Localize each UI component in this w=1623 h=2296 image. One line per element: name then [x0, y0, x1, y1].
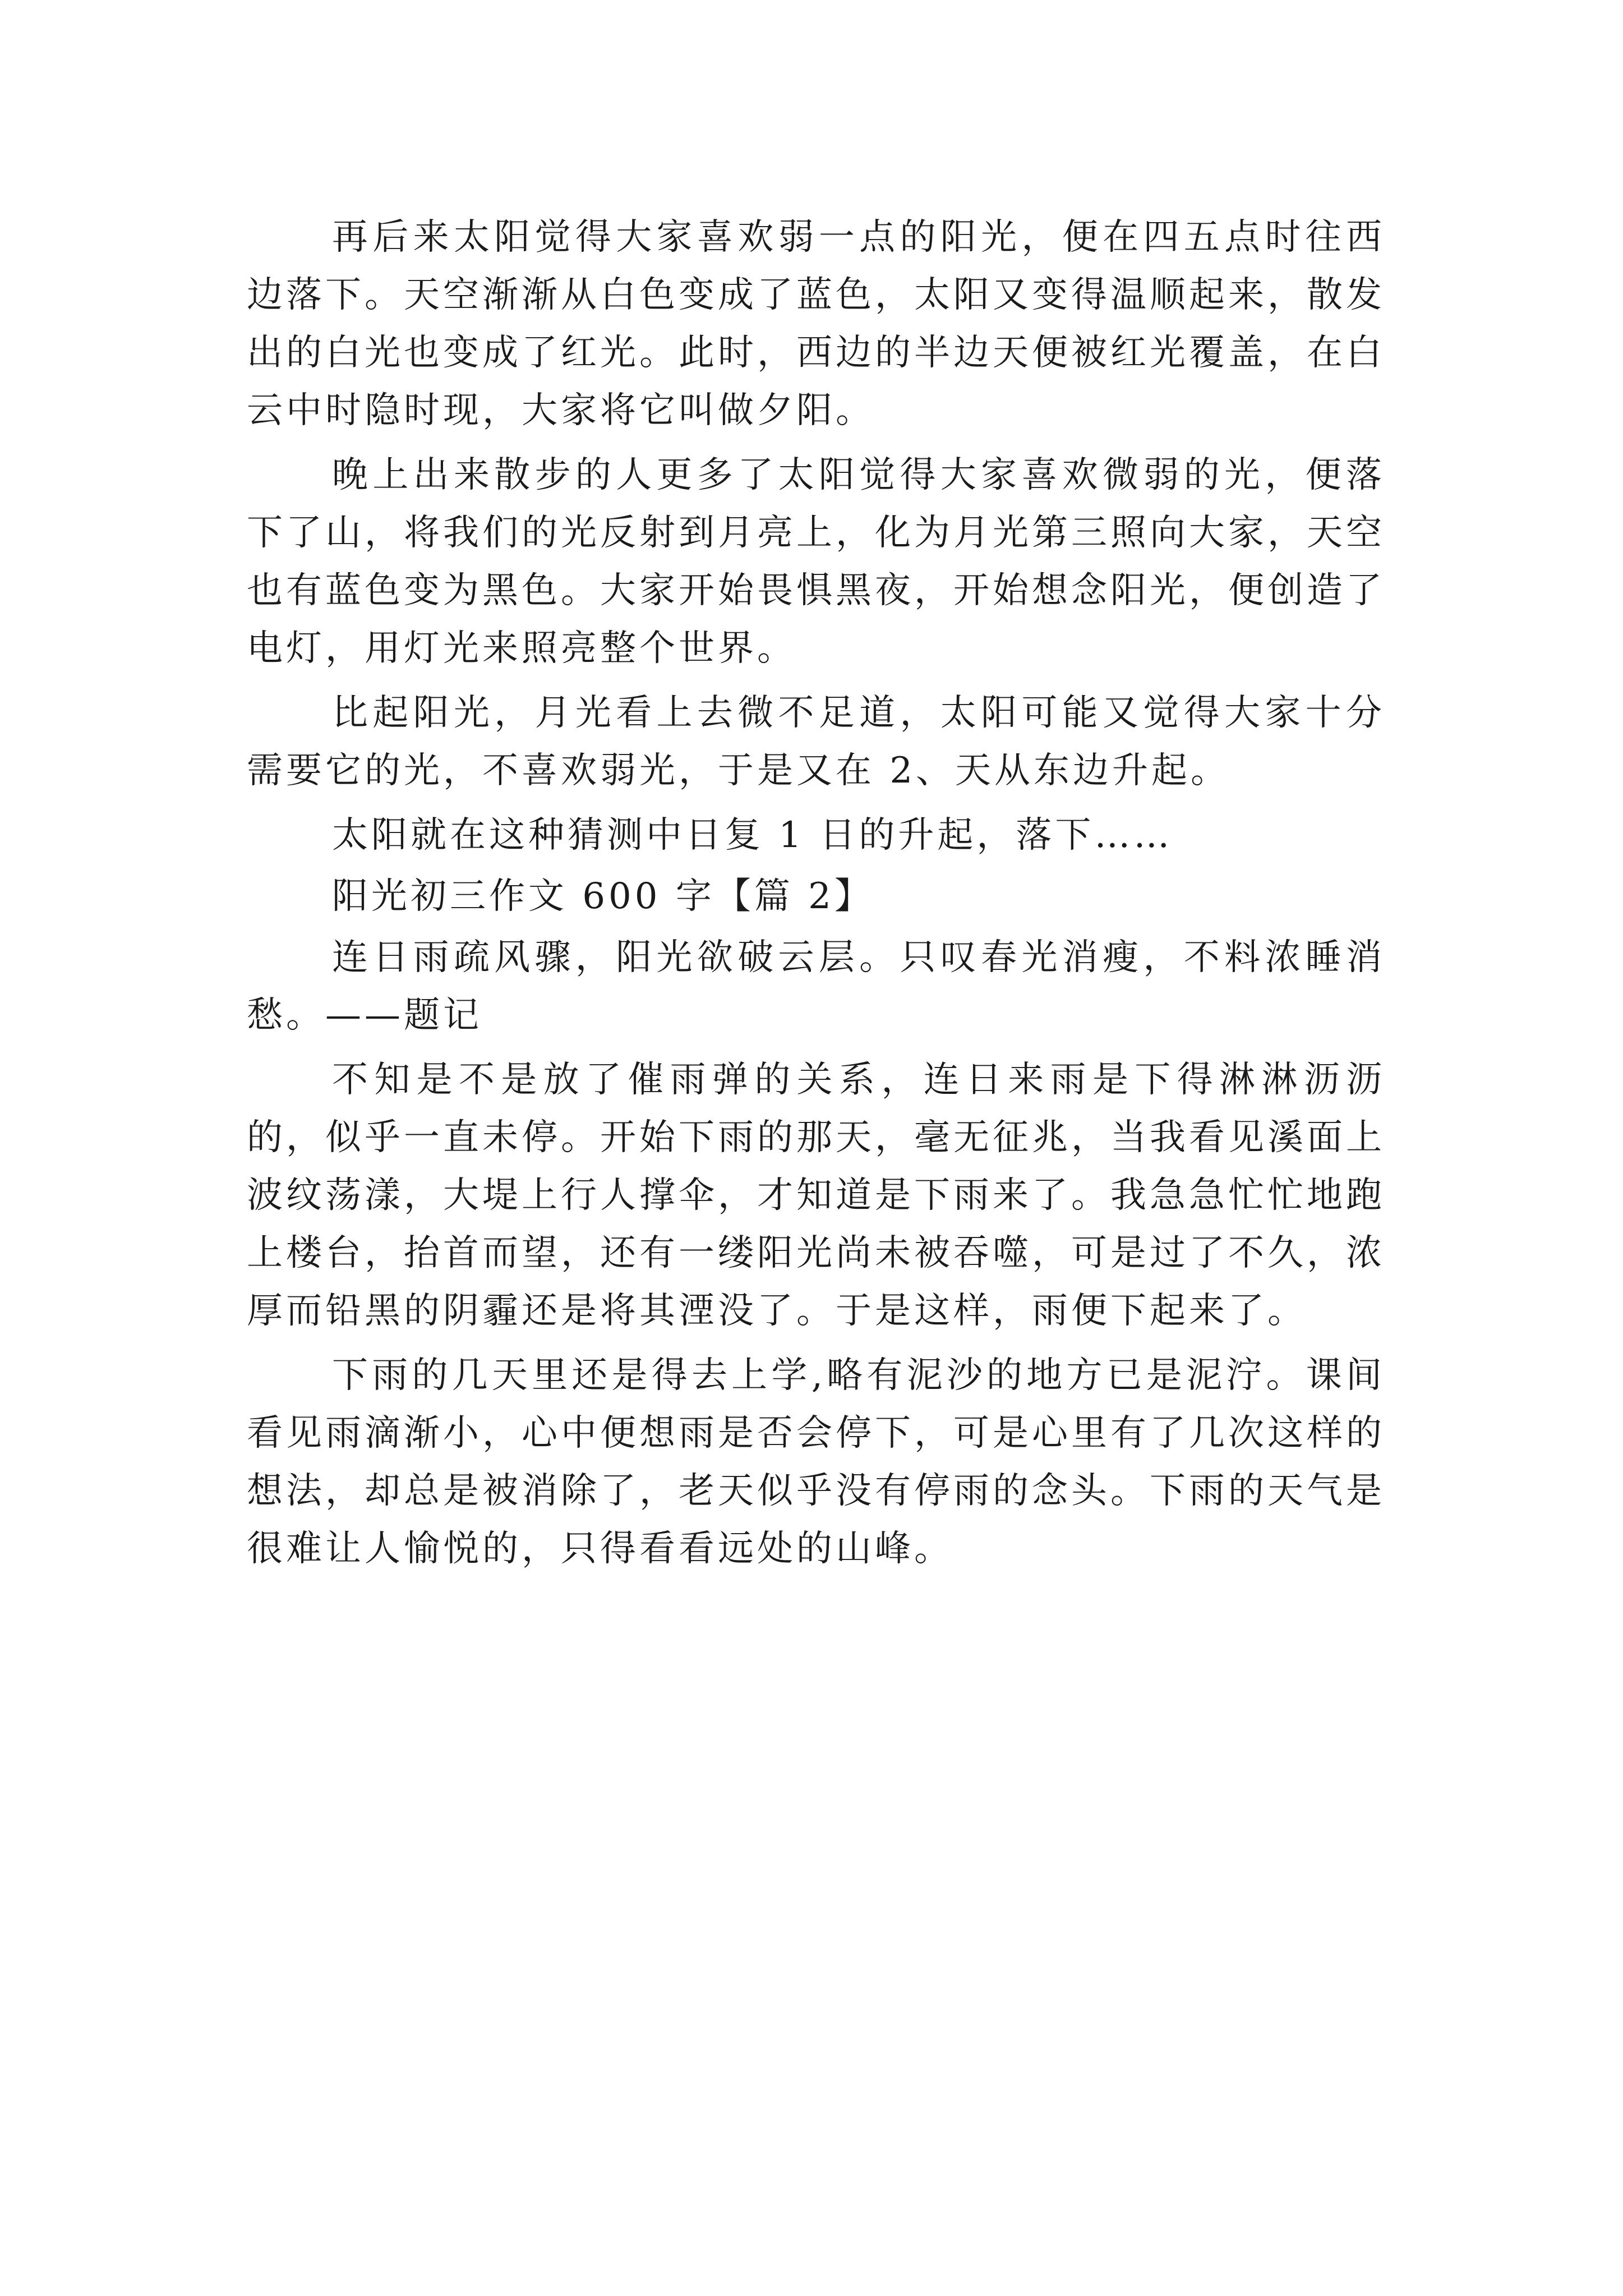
paragraph: 比起阳光，月光看上去微不足道，太阳可能又觉得大家十分需要它的光，不喜欢弱光，于是又在 2、天从东边升起。: [247, 692, 1385, 792]
epigraph: 连日雨疏风骤，阳光欲破云层。只叹春光消瘦，不料浓睡消愁。——题记: [247, 937, 1385, 1036]
paragraph: 太阳就在这种猜测中日复 1 日的升起，落下……: [332, 815, 1173, 856]
document-body: [247, 209, 1385, 1585]
paragraph: 不知是不是放了催雨弹的关系，连日来雨是下得淋淋沥沥的，似乎一直未停。开始下雨的那天，毫无征兆，当我看见溪面上波纹荡漾，大堤上行人撑伞，才知道是下雨来了。我急急忙忙地跑上楼台，抬首而望，还有一缕阳光尚未被吞噬，可是过了不久，浓厚而铅黑的阴霾还是将其湮没了。于是这样，雨便下起来了。: [247, 1059, 1385, 1332]
paragraph: 晚上出来散步的人更多了太阳觉得大家喜欢微弱的光，便落下了山，将我们的光反射到月亮上，化为月光第三照向大家，天空也有蓝色变为黑色。大家开始畏惧黑夜，开始想念阳光，便创造了电灯，用灯光来照亮整个世界。: [247, 454, 1385, 669]
paragraph: 再后来太阳觉得大家喜欢弱一点的阳光，便在四五点时往西边落下。天空渐渐从白色变成了蓝色，太阳又变得温顺起来，散发出的白光也变成了红光。此时，西边的半边天便被红光覆盖，在白云中时隐时现，大家将它叫做夕阳。: [247, 217, 1385, 431]
paragraph: 下雨的几天里还是得去上学,略有泥沙的地方已是泥泞。课间看见雨滴渐小，心中便想雨是否会停下，可是心里有了几次这样的想法，却总是被消除了，老天似乎没有停雨的念头。下雨的天气是很难让人愉悦的，只得看看远处的山峰。: [247, 1355, 1385, 1570]
section-heading: 阳光初三作文 600 字【篇 2】: [332, 876, 874, 917]
